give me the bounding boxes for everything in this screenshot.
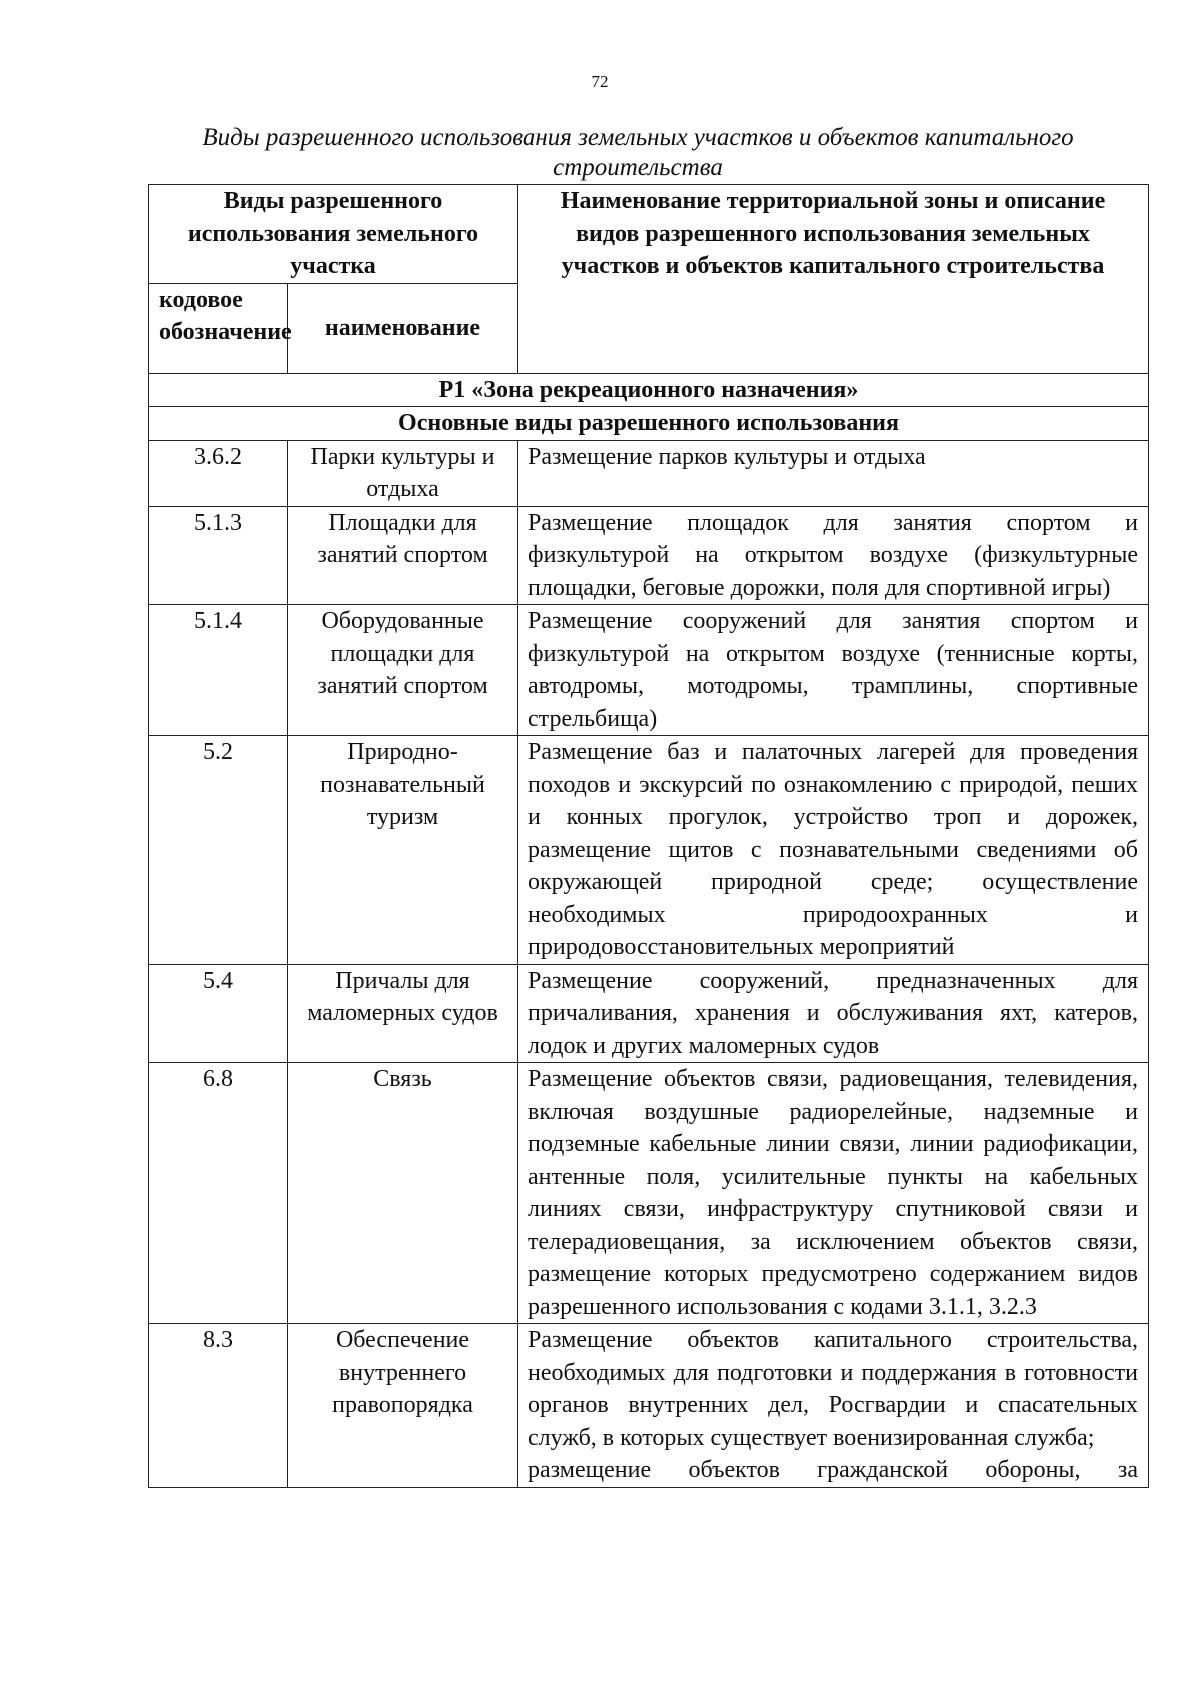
row-name: Парки культуры и отдыха: [288, 440, 518, 506]
table-row: [149, 440, 1149, 506]
row-description: Размещение объектов связи, радиовещания, телевидения, включая воздушные радиорелейные, надземные и подземные кабельные линии связи, линии радиофикации, антенные поля, усилительные пункты на кабельных линиях связи, инфраструктуру спутниковой связи и телерадиовещания, за исключением объектов связи, размещение которых предусмотрено содержанием видов разрешенного использования с кодами 3.1.1, 3.2.3: [518, 1063, 1149, 1324]
row-description: Размещение сооружений для занятия спортом и физкультурой на открытом воздухе (теннисные корты, автодромы, мотодромы, трамплины, спортивные стрельбища): [518, 605, 1149, 736]
row-code: 5.2: [149, 736, 288, 965]
row-description: Размещение баз и палаточных лагерей для проведения походов и экскурсий по ознакомлению с природой, пеших и конных прогулок, устройство троп и дорожек, размещение щитов с познавательными сведениями об окружающей природной среде; осуществление необходимых природоохранных и природовосстановительных мероприятий: [518, 736, 1149, 965]
row-name: Оборудованные площадки для занятий спортом: [288, 605, 518, 736]
table-row: [149, 605, 1149, 736]
table-caption: Виды разрешенного использования земельных участков и объектов капитального строительства: [202, 124, 1074, 181]
table-row: [149, 964, 1149, 1063]
header-name: наименование: [288, 283, 518, 373]
row-code: 5.4: [149, 964, 288, 1063]
header-group: Виды разрешенного использования земельного участка: [149, 185, 518, 284]
table-row: [149, 506, 1149, 605]
page-number: 72: [591, 72, 609, 91]
header-code: кодовое обозначение: [149, 283, 288, 373]
row-description: [518, 1324, 1149, 1488]
row-code: 5.1.4: [149, 605, 288, 736]
row-code: 8.3: [149, 1324, 288, 1488]
row-description: Размещение площадок для занятия спортом и физкультурой на открытом воздухе (физкультурные площадки, беговые дорожки, поля для спортивной игры): [518, 506, 1149, 605]
land-use-table: [148, 184, 1149, 1488]
subsection-title: Основные виды разрешенного использования: [149, 407, 1149, 441]
table-row: [149, 1063, 1149, 1324]
row-code: 3.6.2: [149, 440, 288, 506]
row-description: Размещение сооружений, предназначенных для причаливания, хранения и обслуживания яхт, катеров, лодок и других маломерных судов: [518, 964, 1149, 1063]
row-description-part-1: Размещение объектов капитального строительства, необходимых для подготовки и поддержания в готовности органов внутренних дел, Росгвардии и спасательных служб, в которых существует военизированная служба;: [528, 1327, 1139, 1451]
row-name: Обеспечение внутреннего правопорядка: [288, 1324, 518, 1488]
row-name: Связь: [288, 1063, 518, 1324]
row-description-part-2: размещение объектов гражданской обороны, за: [528, 1457, 1139, 1483]
row-description: Размещение парков культуры и отдыха: [518, 440, 1149, 506]
table-row: [149, 1324, 1149, 1488]
row-name: Площадки для занятий спортом: [288, 506, 518, 605]
row-code: 6.8: [149, 1063, 288, 1324]
zone-title: Р1 «Зона рекреационного назначения»: [149, 373, 1149, 407]
row-code: 5.1.3: [149, 506, 288, 605]
row-name: Природно-познавательный туризм: [288, 736, 518, 965]
row-name: Причалы для маломерных судов: [288, 964, 518, 1063]
header-description: Наименование территориальной зоны и описание видов разрешенного использования земельных участков и объектов капитального строительства: [518, 185, 1149, 374]
table-row: [149, 736, 1149, 965]
